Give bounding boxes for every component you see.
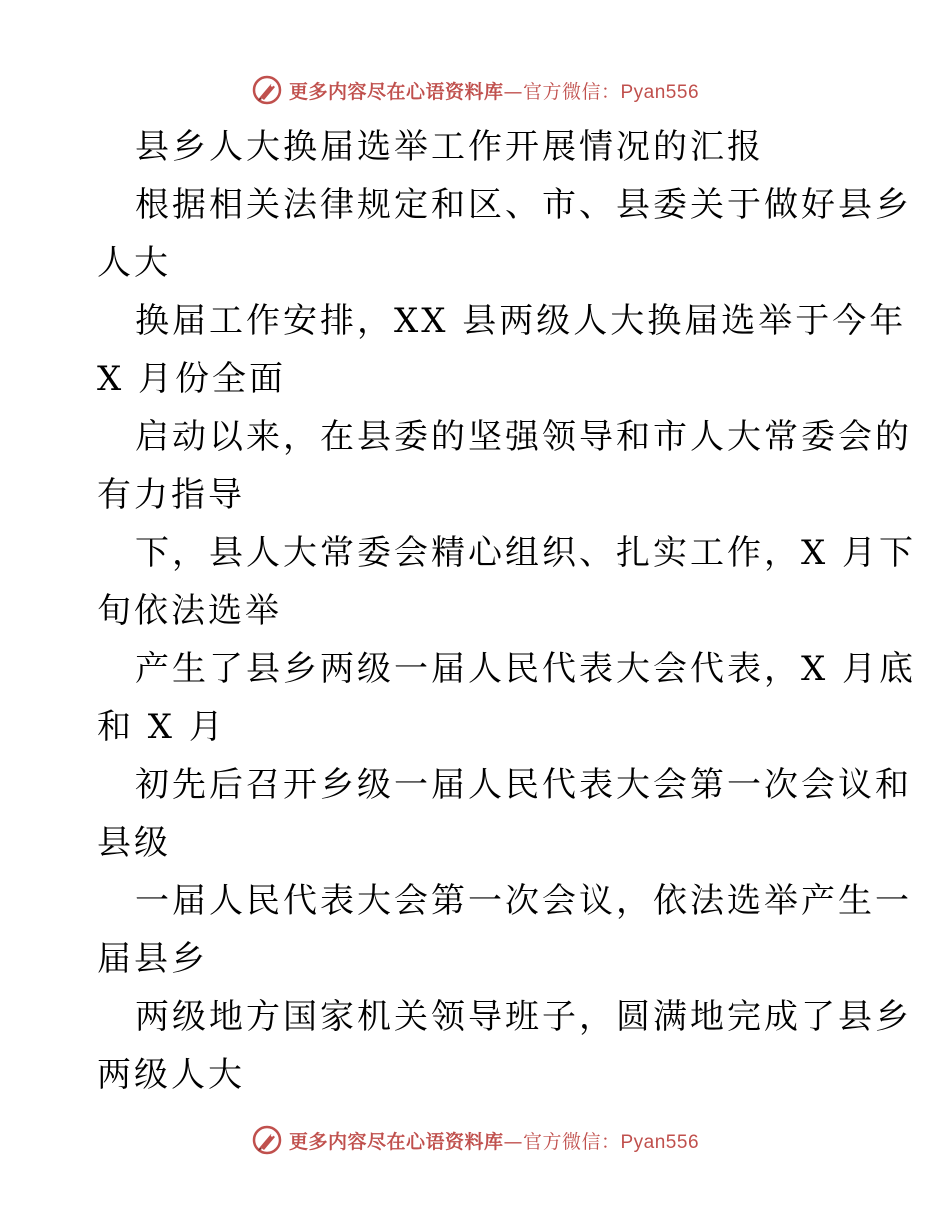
watermark-id: Pyan556: [620, 81, 700, 103]
watermark-main: 更多内容尽在心语资料库: [288, 80, 504, 103]
text-line: 县级: [97, 823, 171, 863]
watermark-sub: 官方微信：: [522, 80, 621, 103]
pen-logo-icon: [251, 74, 283, 106]
watermark-sub: 官方微信：: [522, 1130, 621, 1153]
watermark-text: [289, 77, 699, 104]
text-line: X 月份全面: [97, 359, 287, 399]
header-watermark: [0, 70, 950, 110]
text-line: 和 X 月: [97, 707, 226, 747]
watermark-id: Pyan556: [620, 1131, 700, 1153]
text-line: 有力指导: [97, 475, 245, 515]
text-line: 县乡人大换届选举工作开展情况的汇报: [135, 127, 764, 167]
text-line: 产生了县乡两级一届人民代表大会代表，X 月底: [135, 649, 917, 689]
footer-watermark: [0, 1120, 950, 1160]
watermark-text: [289, 1127, 699, 1154]
pen-logo-icon: [251, 1124, 283, 1156]
document-body: [97, 118, 917, 1104]
text-line: 旬依法选举: [97, 591, 282, 631]
text-line: 换届工作安排，XX 县两级人大换届选举于今年: [135, 301, 907, 341]
text-line: 两级地方国家机关领导班子，圆满地完成了县乡: [135, 997, 912, 1037]
text-line: 初先后召开乡级一届人民代表大会第一次会议和: [135, 765, 912, 805]
watermark-dash: —: [503, 1130, 523, 1153]
watermark-main: 更多内容尽在心语资料库: [288, 1130, 504, 1153]
text-line: 下，县人大常委会精心组织、扎实工作，X 月下: [135, 533, 917, 573]
watermark-dash: —: [503, 80, 523, 103]
text-line: 启动以来，在县委的坚强领导和市人大常委会的: [135, 417, 912, 457]
text-line: 届县乡: [97, 939, 208, 979]
text-line: 人大: [97, 243, 171, 283]
text-line: 根据相关法律规定和区、市、县委关于做好县乡: [135, 185, 912, 225]
text-line: 两级人大: [97, 1055, 245, 1095]
text-line: 一届人民代表大会第一次会议，依法选举产生一: [135, 881, 912, 921]
